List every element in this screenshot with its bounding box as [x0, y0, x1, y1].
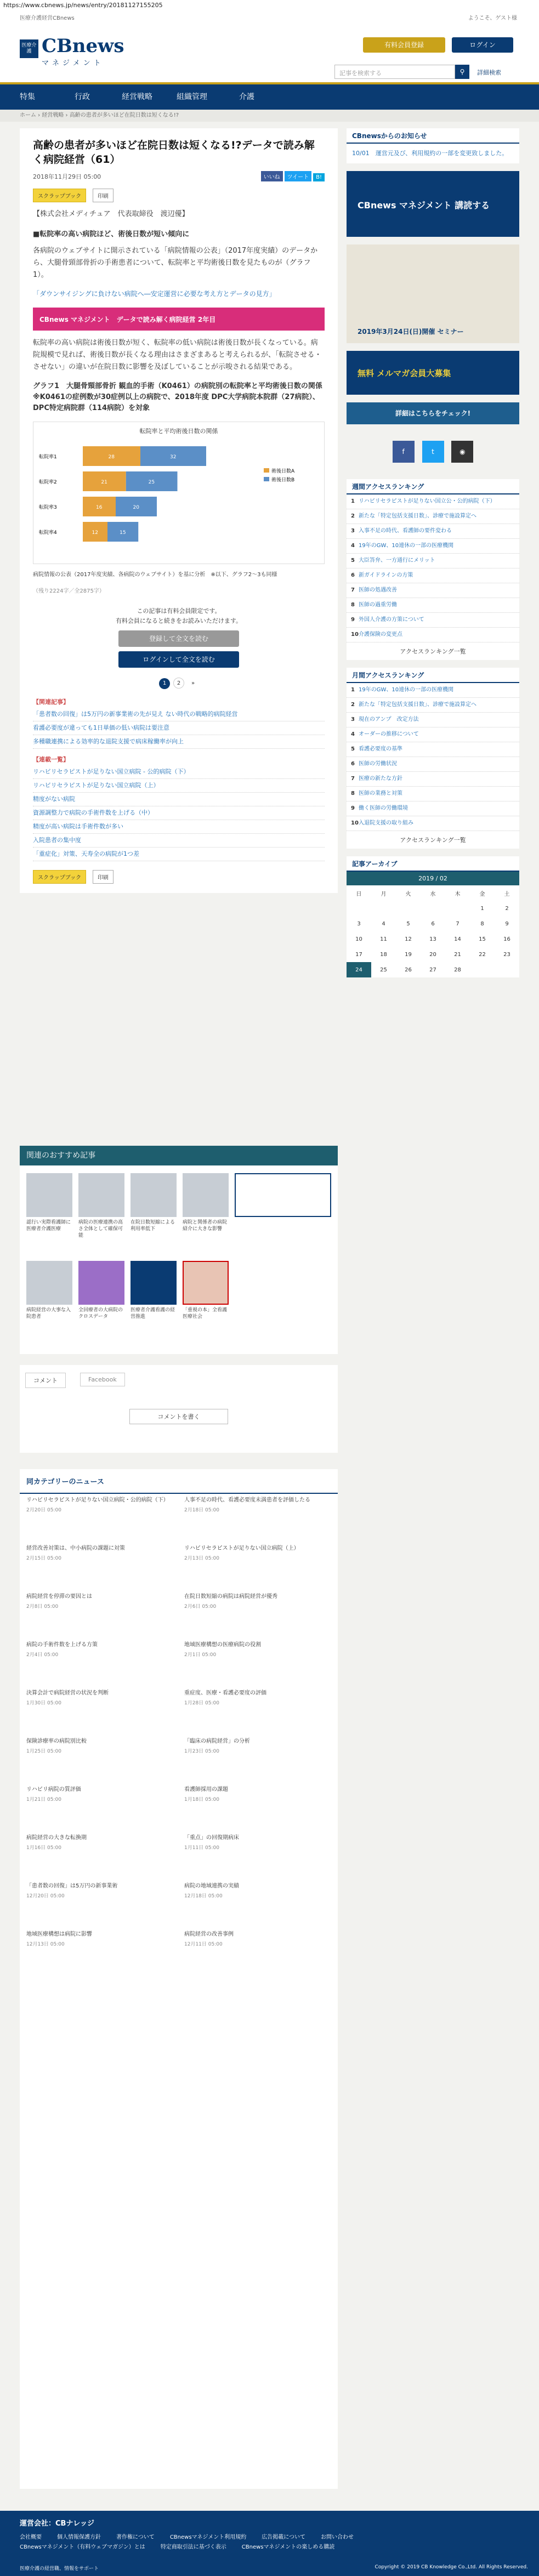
series-head: 【連載一覧】	[33, 756, 69, 763]
weekday-label: 水	[430, 891, 436, 897]
main-nav	[0, 82, 539, 110]
calendar-head: 記事アーカイブ	[347, 856, 519, 872]
calendar-day[interactable]: 27	[429, 966, 436, 973]
comment-tab[interactable]: コメント	[25, 1373, 66, 1388]
calendar-day[interactable]: 26	[405, 966, 412, 973]
footer-company: 運営会社：CBナレッジ	[20, 2520, 95, 2528]
monthly-more-link[interactable]: アクセスランキング一覧	[400, 837, 466, 844]
site-footer	[0, 2511, 539, 2576]
category-item-date: 12月18日 05:00	[184, 1893, 223, 1899]
recommend-card[interactable]: 病院経営の大事な入院患者	[26, 1261, 72, 1320]
calendar-day[interactable]: 13	[429, 936, 436, 942]
category-item[interactable]	[184, 1786, 332, 1804]
monthly-rank-item[interactable]	[347, 698, 519, 713]
rank-title: 医師の労働状況	[359, 761, 397, 767]
rank-title: 医療の新たな方針	[359, 776, 402, 782]
rank-title: 19年のGW、10連休の一部の医療機関	[359, 687, 454, 693]
category-item[interactable]	[184, 1641, 332, 1659]
calendar-day	[347, 901, 371, 916]
login-button[interactable]: ログイン	[452, 37, 513, 53]
footer-note: 医療介護の経営職、情報をサポート	[20, 2566, 99, 2572]
category-item[interactable]	[184, 1690, 332, 1707]
notice-item[interactable]: 10/01 運営元及び、利用規約の一部を変更致しました。	[352, 150, 508, 157]
category-head: 同カテゴリーのニュース	[20, 1469, 338, 1494]
recommend-card[interactable]: 「重視の本」全看護医療社会	[183, 1261, 229, 1320]
calendar-day[interactable]: 17	[355, 951, 362, 958]
calendar-day[interactable]: 23	[503, 951, 510, 958]
monthly-rank-item[interactable]	[347, 787, 519, 801]
paragraph-2: 転院率の高い病院は術後日数が短く、転院率の低い病院は術後日数が長くなっている。病院規模で見れば、術後日数が長くなる理由はさまざまあると考えられるが、「転院させる・させない」の違いが在院日数に影響を及ぼしていることが示唆される結果である。	[33, 339, 322, 371]
rank-number: 5	[351, 558, 355, 564]
category-item[interactable]	[184, 1883, 332, 1900]
related-item[interactable]: 多種職連携による効率的な退院支援で病床稼働率が向上	[33, 735, 325, 749]
article-main	[20, 128, 338, 893]
calendar-day[interactable]: 28	[454, 966, 461, 973]
monthly-rank-item[interactable]	[347, 816, 519, 831]
weekly-rank-item[interactable]	[347, 568, 519, 583]
footer-link[interactable]: CBnewsマネジメントの楽しめる購読	[241, 2544, 335, 2550]
calendar-day	[470, 962, 495, 977]
ad-card[interactable]	[235, 1173, 331, 1219]
advanced-search-link[interactable]: 詳細検索	[477, 69, 501, 76]
rank-title: 働く医師の労働環境	[359, 805, 408, 811]
rank-title: 看護必要度の基準	[359, 746, 402, 752]
series-item[interactable]: リハビリセラピストが足りない国立病院 - 公的病院（下）	[33, 765, 325, 779]
calendar-day[interactable]: 2	[505, 905, 509, 912]
chart-value-label: 16	[96, 505, 103, 510]
twitter-icon[interactable]: t	[422, 441, 444, 463]
rank-number: 1	[351, 498, 355, 504]
rank-number: 7	[351, 776, 355, 782]
rank-title: リハビリセラピストが足りない国立公・公的病院（下）	[359, 498, 496, 504]
category-item-title: 「患者数の回復」は5万円の新事業術	[26, 1883, 118, 1889]
rss-icon[interactable]: ◉	[451, 441, 473, 463]
calendar-day[interactable]: 16	[503, 936, 510, 942]
paywall-text-2: 有料会員になると続きをお読みいただけます。	[115, 617, 242, 624]
weekday-label: 月	[381, 891, 387, 897]
weekly-rank-item[interactable]	[347, 613, 519, 628]
footer-link[interactable]: お問い合わせ	[321, 2534, 354, 2540]
rank-title: 新ガイドラインの方策	[359, 572, 413, 578]
copyright: Copyright © 2019 CB Knowledge Co.,Ltd. All Rights Reserved.	[375, 2564, 528, 2570]
legend-swatch	[264, 477, 269, 481]
article-title: 高齢の患者が多いほど在院日数は短くなる!?データで読み解く病院経営（61）	[33, 139, 315, 166]
calendar-day[interactable]: 1	[480, 905, 484, 912]
category-item-date: 2月20日 05:00	[26, 1508, 61, 1513]
series-item[interactable]: 精度が高い病院は手術件数が多い	[33, 820, 325, 834]
chart-value-label: 20	[133, 505, 139, 510]
seminar-ad[interactable]: 2019年3月24日(日)開催 セミナー	[347, 244, 519, 343]
tagline: 医療介護経営CBnews	[20, 15, 75, 21]
chart-value-label: 12	[92, 530, 98, 536]
weekly-rank-item[interactable]	[347, 494, 519, 509]
calendar-day[interactable]: 5	[406, 920, 410, 927]
weekly-rank-item[interactable]	[347, 583, 519, 598]
calendar-day[interactable]: 18	[380, 951, 387, 958]
calendar-month: 2019 / 02	[347, 872, 519, 885]
rank-number: 8	[351, 791, 355, 797]
calendar-day[interactable]: 20	[429, 951, 436, 958]
category-item-date: 1月23日 05:00	[184, 1749, 219, 1754]
rank-title: 医師の業務と対策	[359, 791, 402, 797]
rank-number: 6	[351, 572, 355, 578]
category-item-title: 重症度、医療・看護必要度の評価	[184, 1690, 266, 1696]
chart-category-label: 転院率3	[39, 505, 57, 510]
category-item-date: 2月15日 05:00	[26, 1556, 61, 1561]
series-item[interactable]: リハビリセラピストが足りない国立病院（上）	[33, 779, 325, 793]
category-item[interactable]	[26, 1931, 174, 1948]
rank-number: 9	[351, 617, 355, 623]
calendar-day	[371, 901, 396, 916]
rank-number: 10	[351, 820, 359, 826]
chart-value-label: 21	[101, 480, 107, 485]
category-item-title: 「臨床の病院経営」の分析	[184, 1738, 250, 1744]
like-button[interactable]: いいね	[261, 171, 283, 181]
weekly-rank-item[interactable]	[347, 509, 519, 524]
nav-item-feature[interactable]: 特集	[20, 93, 35, 101]
weekday-label: 日	[356, 891, 362, 897]
chart-value-label: 32	[170, 454, 177, 460]
category-item-date: 2月8日 05:00	[26, 1604, 59, 1610]
weekday-label: 金	[479, 891, 485, 897]
comments-section	[20, 1365, 338, 1453]
weekly-head: 週間アクセスランキング	[347, 479, 519, 494]
weekly-more-link[interactable]: アクセスランキング一覧	[400, 648, 466, 655]
promo-banner[interactable]	[33, 308, 325, 331]
chart-category-label: 転院率2	[39, 480, 57, 485]
calendar-day[interactable]: 15	[479, 936, 486, 942]
chart-category-label: 転院率4	[39, 530, 57, 536]
rank-title: 外国人介護の方策について	[359, 617, 424, 623]
footer-link[interactable]: 個人情報保護方針	[57, 2534, 101, 2540]
monthly-rank-item[interactable]	[347, 772, 519, 787]
browser-url: https://www.cbnews.jp/news/entry/20181127155205	[0, 0, 539, 11]
rank-title: 入事不足の時代、看護師の要件変わる	[359, 528, 452, 534]
category-item-title: 保険診療率の病院別比較	[26, 1738, 87, 1744]
category-item-date: 1月18日 05:00	[184, 1797, 219, 1802]
search-input[interactable]: 記事を検索する	[334, 65, 455, 79]
logo-mark: 医療介護	[20, 39, 38, 58]
category-item-date: 1月21日 05:00	[26, 1797, 61, 1802]
category-item-title: 病院経営の大きな転換期	[26, 1835, 87, 1841]
print-button[interactable]: 印刷	[93, 189, 114, 202]
nav-item-org[interactable]: 組織管理	[177, 93, 207, 101]
member-register-button[interactable]: 有料会員登録	[363, 37, 445, 53]
monthly-rank-item[interactable]	[347, 713, 519, 727]
monthly-head: 月間アクセスランキング	[347, 668, 519, 683]
section-heading: ■転院率の高い病院ほど、術後日数が短い傾向に	[33, 230, 190, 238]
site-logo[interactable]	[20, 32, 129, 66]
recommend-card[interactable]: 医療者介護看護の経営推進	[131, 1261, 177, 1320]
rank-number: 7	[351, 587, 355, 593]
site-header	[0, 22, 539, 82]
category-item-title: 地域医療構想は病院に影響	[26, 1931, 92, 1937]
category-item-title: 経営改善対策は、中小病院の課題に対策	[26, 1545, 125, 1551]
search-icon[interactable]: ⚲	[455, 65, 469, 79]
author-line: 【株式会社メディチュア 代表取締役 渡辺優】	[33, 210, 189, 218]
monthly-rank-item[interactable]	[347, 742, 519, 757]
category-item-title: 在院日数短縮の病院は病院経営が優秀	[184, 1594, 277, 1600]
mail-ad[interactable]: 無料 メルマガ会員大募集	[347, 351, 519, 395]
write-comment-button[interactable]: コメントを書く	[129, 1409, 228, 1424]
category-item[interactable]	[26, 1641, 174, 1659]
page-next[interactable]: »	[191, 680, 195, 686]
calendar-day[interactable]: 21	[454, 951, 461, 958]
graph-title: グラフ1 大腿骨頸部骨折 観血的手術（K0461）の病院別の転院率と平均術後日数の関係 ※K0461の症例数が30症例以上の病院で、2018年度 DPC大学病院本院群（27病院）、DPC特定病院群（114病院）を対象	[33, 382, 330, 412]
monthly-ranking	[347, 668, 519, 849]
rank-title: 大臣答弁、一方通行にメリット	[359, 558, 435, 564]
legend-swatch	[264, 468, 269, 473]
related-link[interactable]: 「ダウンサイジングに負けない病院へ―安定運営に必要な考え方とデータの見方」	[33, 290, 276, 298]
logo-sub: マネジメント	[42, 59, 104, 67]
rank-title: 医師の処遇改善	[359, 587, 397, 593]
tweet-button[interactable]: ツイート	[285, 171, 312, 181]
chart-value-label: 28	[108, 454, 115, 460]
logo-name: CBnews	[42, 35, 124, 57]
footer-link[interactable]: 特定商取引法に基づく表示	[160, 2544, 226, 2550]
related-item[interactable]: 看護必要度が違っても1日単価の低い病院は要注意	[33, 721, 325, 735]
related-head: 【関連記事】	[33, 698, 69, 706]
paragraph-1: 各病院のウェブサイトに開示されている「病院情報の公表」（2017年度実績）のデータから、大腿骨頸部骨折の手術患者について、転院率と平均術後日数を見たものが（グラフ1）。	[33, 247, 318, 279]
recommend-section	[20, 1146, 338, 1354]
sidebar	[347, 128, 519, 977]
rank-title: 医師の過重労働	[359, 602, 397, 608]
rank-number: 8	[351, 602, 355, 608]
calendar-day	[396, 901, 421, 916]
nav-item-strategy[interactable]: 経営戦略	[122, 93, 152, 101]
rank-title: 入退院支援の取り組み	[359, 820, 413, 826]
welcome-text: ようこそ、ゲスト様	[468, 15, 517, 21]
rank-number: 4	[351, 731, 355, 737]
recommend-card[interactable]: 病院の医療連携の高さ全体として確保可能	[78, 1173, 124, 1239]
calendar-day[interactable]: 24	[347, 962, 371, 977]
breadcrumb: ホーム › 経営戦略 › 高齢の患者が多いほど在院日数は短くなる!?	[0, 110, 539, 122]
footer-link[interactable]: CBnewsマネジメント（有料ウェブマガジン）とは	[20, 2544, 145, 2550]
magazine-ad[interactable]: CBnews マネジメント 講読する	[347, 171, 519, 237]
category-item-title: 「重点」の回復期病床	[184, 1835, 239, 1841]
category-item-date: 2月18日 05:00	[184, 1508, 219, 1513]
print-button-bottom[interactable]: 印刷	[93, 870, 114, 884]
category-item[interactable]	[184, 1545, 332, 1562]
page-2[interactable]: 2	[173, 678, 184, 689]
chart-value-label: 25	[148, 480, 155, 485]
related-item[interactable]: 「患者数の回復」は5万円の新事業術の先が見え ない時代の戦略的病院経営	[33, 708, 325, 721]
category-item-title: 病院経営を停滞の要因とは	[26, 1594, 92, 1600]
calendar-day[interactable]: 25	[380, 966, 387, 973]
category-item[interactable]	[26, 1545, 174, 1562]
rank-number: 9	[351, 805, 355, 811]
monthly-rank-item[interactable]	[347, 683, 519, 698]
chart-caption: 病院情報の公表（2017年度実績、各病院のウェブサイト）を基に分析 ※以下、グラフ2～3も同様	[33, 572, 277, 578]
bar-chart	[33, 435, 324, 556]
hatena-button[interactable]: B!	[313, 173, 325, 181]
rank-title: 新たな「特定包括支援日数」、診療で施設算定へ	[359, 513, 476, 519]
rank-title: 19年のGW、10連休の一部の医療機関	[359, 543, 454, 549]
rank-number: 3	[351, 716, 355, 723]
rank-number: 4	[351, 543, 355, 549]
rank-number: 2	[351, 513, 355, 519]
rank-number: 6	[351, 761, 355, 767]
chart-category-label: 転院率1	[39, 454, 57, 460]
calendar-day	[421, 901, 445, 916]
category-item[interactable]	[26, 1786, 174, 1804]
footer-link[interactable]: 会社概要	[20, 2534, 42, 2540]
category-item[interactable]	[184, 1738, 332, 1755]
login-read-button[interactable]: ログインして全文を読む	[118, 651, 239, 668]
calendar-day[interactable]: 11	[380, 936, 387, 942]
top-line	[0, 11, 539, 22]
series-item[interactable]: 「重症化」対策、天寿全の病院が1つ差	[33, 848, 325, 861]
recommend-card[interactable]: 認行い実際看護師に医療者介護医療	[26, 1173, 72, 1232]
archive-calendar	[347, 856, 519, 977]
footer-link[interactable]: CBnewsマネジメント利用規約	[169, 2534, 247, 2540]
rank-number: 5	[351, 746, 355, 752]
page-1[interactable]: 1	[159, 678, 170, 689]
category-item-date: 2月13日 05:00	[184, 1556, 219, 1561]
related-articles	[33, 697, 325, 861]
monthly-rank-item[interactable]	[347, 757, 519, 772]
facebook-icon[interactable]: f	[393, 441, 415, 463]
paywall-text-1: この記事は有料会員限定です。	[137, 607, 221, 615]
category-item-date: 12月20日 05:00	[26, 1893, 65, 1899]
recommend-card[interactable]: 病院と関係者の病院紹介に大きな影響	[183, 1173, 229, 1232]
legend-label: 術後日数A	[271, 469, 295, 474]
category-item-date: 1月25日 05:00	[26, 1749, 61, 1754]
weekday-label: 土	[504, 891, 510, 897]
series-item[interactable]: 資源調整力で病院の手術件数を上げる（中）	[33, 806, 325, 820]
facebook-tab[interactable]: Facebook	[80, 1373, 125, 1386]
calendar-day[interactable]: 6	[431, 920, 435, 927]
category-item[interactable]	[184, 1834, 332, 1852]
article-date: 2018年11月29日 05:00	[33, 173, 101, 180]
recommend-head: 関連のおすすめ記事	[20, 1146, 338, 1165]
calendar-day[interactable]: 22	[479, 951, 486, 958]
footer-link[interactable]: 著作権について	[116, 2534, 155, 2540]
category-item-date: 12月13日 05:00	[26, 1942, 65, 1947]
char-count: （残り2224字／全2875字）	[33, 588, 105, 594]
calendar-day[interactable]: 8	[480, 920, 484, 927]
check-button[interactable]: 詳細はこちらをチェック!	[347, 402, 519, 424]
chart-value-label: 15	[120, 530, 126, 536]
footer-link[interactable]: 広告掲載について	[262, 2534, 306, 2540]
category-item-date: 2月1日 05:00	[184, 1652, 217, 1658]
category-item-date: 2月6日 05:00	[184, 1604, 217, 1610]
category-item-title: 決算会計で病院経営の状況を判断	[26, 1690, 109, 1696]
category-item-date: 2月4日 05:00	[26, 1652, 59, 1658]
recommend-card[interactable]: 全回療者の大病院のクロスデータ	[78, 1261, 124, 1320]
chart-title: 転院率と平均術後日数の関係	[139, 428, 218, 435]
category-item-title: 看護師採用の課題	[184, 1787, 228, 1793]
category-item-title: 病院の地域連携の実績	[184, 1883, 239, 1889]
weekly-rank-item[interactable]	[347, 628, 519, 642]
category-item-title: 地域医療構想の医療病院の役割	[184, 1642, 261, 1648]
category-item-date: 1月11日 05:00	[184, 1845, 219, 1851]
category-item[interactable]	[26, 1883, 174, 1900]
weekly-rank-item[interactable]	[347, 554, 519, 568]
scrapbook-button[interactable]: スクラップブック	[33, 189, 86, 202]
category-news	[20, 1469, 338, 2489]
chart-container	[33, 422, 325, 564]
rank-number: 3	[351, 528, 355, 534]
monthly-rank-item[interactable]	[347, 727, 519, 742]
category-item[interactable]	[26, 1834, 174, 1852]
category-item[interactable]	[184, 1593, 332, 1611]
notice-head: CBnewsからのお知らせ	[347, 128, 519, 144]
calendar-day[interactable]: 4	[382, 920, 385, 927]
category-item-title: リハビリセラピストが足りない国立病院（上）	[184, 1545, 299, 1551]
calendar-day[interactable]: 12	[405, 936, 412, 942]
category-item-date: 1月28日 05:00	[184, 1701, 219, 1706]
calendar-day[interactable]: 7	[456, 920, 459, 927]
rank-number: 2	[351, 702, 355, 708]
weekly-rank-item[interactable]	[347, 598, 519, 613]
category-item-title: 病院経営の改善事例	[184, 1931, 234, 1937]
notice-box	[347, 128, 519, 163]
social-icons	[347, 441, 519, 463]
monthly-rank-item[interactable]	[347, 801, 519, 816]
category-item-date: 1月30日 05:00	[26, 1701, 61, 1706]
category-item-date: 1月16日 05:00	[26, 1845, 61, 1851]
rank-title: 現在のアンプ 改定方法	[359, 716, 419, 723]
series-item[interactable]: 入院患者の集中度	[33, 834, 325, 848]
calendar-day	[445, 901, 470, 916]
category-item[interactable]	[26, 1593, 174, 1611]
recommend-card[interactable]: 在院日数短縮による利用率低下	[131, 1173, 177, 1232]
share-bar	[259, 171, 325, 181]
rank-title: 新たな「特定包括支援日数」、診療で施設算定へ	[359, 702, 476, 708]
weekly-rank-item[interactable]	[347, 539, 519, 554]
scrapbook-button-bottom[interactable]: スクラップブック	[33, 870, 86, 884]
calendar-day[interactable]: 19	[405, 951, 412, 958]
nav-item-admin[interactable]: 行政	[75, 93, 90, 101]
category-item[interactable]	[26, 1497, 174, 1514]
nav-item-care[interactable]: 介護	[239, 93, 254, 101]
calendar-day[interactable]: 3	[357, 920, 361, 927]
calendar-table	[347, 885, 519, 977]
category-item-title: リハビリセラピストが足りない国立病院・公的病院（下）	[26, 1497, 169, 1503]
paywall-box	[75, 606, 283, 668]
calendar-day[interactable]: 10	[355, 936, 362, 942]
category-item[interactable]	[26, 1738, 174, 1755]
legend-label: 術後日数B	[271, 477, 295, 483]
rank-title: 介護保険の変更点	[359, 632, 402, 638]
weekday-label: 木	[455, 891, 461, 897]
rank-title: オーダーの推移について	[359, 731, 419, 737]
calendar-day[interactable]: 9	[505, 920, 509, 927]
weekly-rank-item[interactable]	[347, 524, 519, 539]
category-item-title: リハビリ病院の質評価	[26, 1787, 81, 1793]
weekly-ranking	[347, 479, 519, 660]
calendar-day[interactable]: 14	[454, 936, 461, 942]
banner-text: CBnews マネジメント データで読み解く病院経営 2年目	[39, 316, 216, 323]
rank-number: 1	[351, 687, 355, 693]
register-read-button[interactable]: 登録して全文を読む	[118, 630, 239, 647]
category-item[interactable]	[184, 1497, 332, 1514]
category-item-date: 12月11日 05:00	[184, 1942, 223, 1947]
rank-number: 10	[351, 632, 359, 638]
category-item[interactable]	[26, 1690, 174, 1707]
weekday-label: 火	[405, 891, 411, 897]
category-item-title: 人事不足の時代、看護必要度未満患者を評価したる	[184, 1497, 310, 1503]
pagination	[33, 678, 325, 689]
series-item[interactable]: 精度がない病院	[33, 793, 325, 806]
category-item-title: 病院の手術件数を上げる方策	[26, 1642, 98, 1648]
category-item[interactable]	[184, 1931, 332, 1948]
calendar-day	[495, 962, 519, 977]
